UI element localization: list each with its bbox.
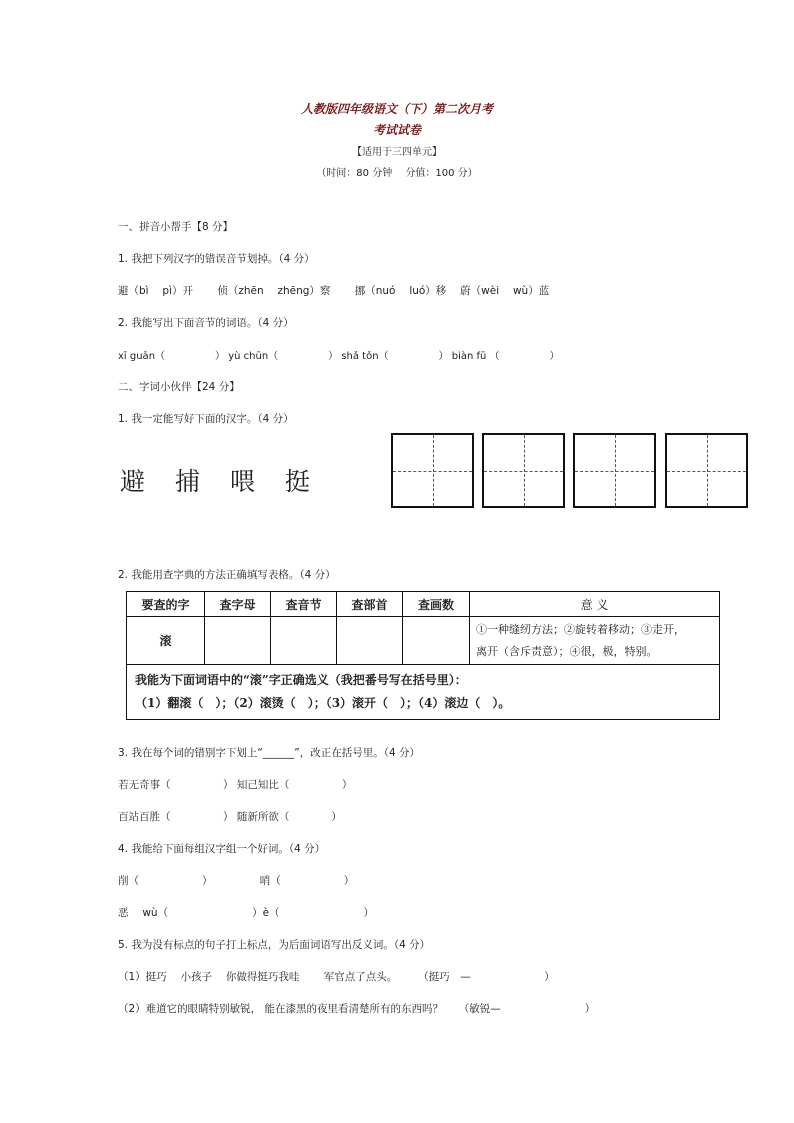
table-header: 查画数 bbox=[403, 592, 470, 617]
dictionary-table bbox=[126, 591, 720, 720]
s2-q5-prompt: 5. 我为没有标点的句子打上标点，为后面词语写出反义词。（4 分） bbox=[118, 939, 431, 951]
writing-grid-box[interactable] bbox=[391, 433, 474, 508]
answer-cell[interactable] bbox=[403, 617, 470, 665]
table-header: 意 义 bbox=[470, 592, 720, 617]
s2-q5-line: （2）难道它的眼睛特别敏锐， 能在漆黑的夜里看清楚所有的东西吗？ （敏锐— ） bbox=[118, 1003, 596, 1015]
section2-heading: 二、字词小伙伴【24 分】 bbox=[118, 381, 240, 393]
practice-characters bbox=[120, 462, 332, 498]
lookup-char: 滚 bbox=[127, 617, 205, 665]
writing-grid-box[interactable] bbox=[573, 433, 656, 508]
s2-q3-prompt: 3. 我在每个词的错别字下划上“______”，改正在括号里。（4 分） bbox=[118, 747, 421, 759]
answer-cell[interactable] bbox=[271, 617, 337, 665]
practice-char: 避 bbox=[120, 467, 146, 496]
s2-q3-line: 百站百胜（ ） 随新所欲（ ） bbox=[118, 811, 342, 823]
practice-char: 喂 bbox=[229, 467, 255, 496]
s1-q1-items: 避（bì pì）开 侦（zhēn zhēng）察 挪（nuó luó）移 蔚（wèi wù）蓝 bbox=[118, 285, 550, 297]
s2-q5-line: （1）挺巧 小孩子 你做得挺巧我哇 军官点了点头。 （挺巧 — ） bbox=[118, 971, 555, 983]
table-header: 要查的字 bbox=[127, 592, 205, 617]
section1-heading: 一、拼音小帮手【8 分】 bbox=[118, 221, 234, 233]
s1-q1-prompt: 1. 我把下列汉字的错误音节划掉。（4 分） bbox=[118, 253, 315, 265]
choose-meaning-items: （1）翻滚（ ）；（2）滚烫（ ）；（3）滚开（ ）；（4）滚边（ ）。 bbox=[135, 696, 511, 710]
meaning-cell bbox=[470, 617, 720, 665]
practice-char: 捕 bbox=[174, 467, 200, 496]
choose-meaning-prompt: 我能为下面词语中的“滚”字正确选义（我把番号写在括号里）： bbox=[135, 673, 467, 687]
table-header: 查音节 bbox=[271, 592, 337, 617]
exam-meta: （时间：80 分钟 分值：100 分） bbox=[316, 168, 478, 179]
exam-title: 人教版四年级语文（下）第二次月考 bbox=[300, 102, 493, 116]
choose-meaning-cell bbox=[127, 665, 720, 720]
practice-char: 挺 bbox=[284, 467, 310, 496]
meaning-line: 离开（含斥责意）；④很，极，特别。 bbox=[476, 644, 658, 658]
meaning-line: ①一种缝纫方法；②旋转着移动；③走开， bbox=[476, 622, 685, 636]
exam-scope: 【适用于三四单元】 bbox=[352, 147, 442, 158]
s2-q1-prompt: 1. 我一定能写好下面的汉字。（4 分） bbox=[118, 413, 294, 425]
s2-q4-line: 削（ ） 哨（ ） bbox=[118, 875, 355, 887]
writing-grid-box[interactable] bbox=[482, 433, 565, 508]
s2-q2-prompt: 2. 我能用查字典的方法正确填写表格。（4 分） bbox=[118, 569, 336, 581]
exam-subtitle: 考试试卷 bbox=[372, 123, 421, 137]
s2-q4-prompt: 4. 我能给下面每组汉字组一个好词。（4 分） bbox=[118, 843, 326, 855]
table-header: 查字母 bbox=[205, 592, 271, 617]
answer-cell[interactable] bbox=[337, 617, 403, 665]
s1-q2-prompt: 2. 我能写出下面音节的词语。（4 分） bbox=[118, 317, 294, 329]
s2-q4-line: 恶 wù（ ）è（ ） bbox=[118, 907, 375, 919]
answer-cell[interactable] bbox=[205, 617, 271, 665]
writing-grid-box[interactable] bbox=[665, 433, 748, 508]
s1-q2-items: xī guān（ ） yù chūn（ ） shǎ tǒn（ ） biàn fū （ ） bbox=[118, 351, 560, 362]
s2-q3-line: 若无奇事（ ） 知己知比（ ） bbox=[118, 779, 353, 791]
table-header: 查部首 bbox=[337, 592, 403, 617]
